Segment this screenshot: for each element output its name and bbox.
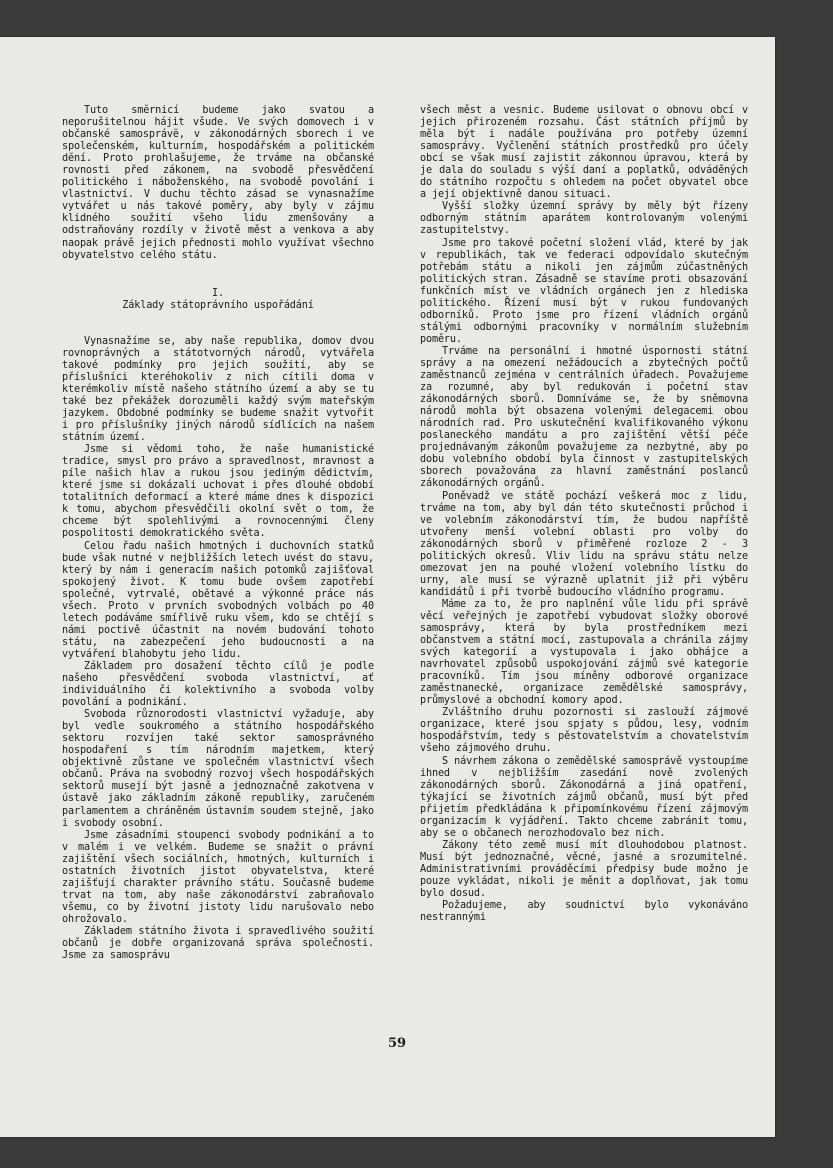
page-number: 59 [388,1036,407,1051]
paragraph: Jsme pro takové početní složení vlád, které by jak v republikách, tak ve federaci odpovídalo skutečným potřebám státu a nikoli jen zájmům zúčastněných politických stran. Zásadně se stavíme proti obsazování funkčních míst ve vládních orgánech jen z hlediska politického. Řízení musí být v rukou fundovaných odborníků. Proto jsme pro řízení vládních orgánů stálými odbornými pracovníky v normálním služebním poměru. [420,237,748,345]
paragraph: Trváme na personální i hmotné úspornosti státní správy a na omezení nežádoucích a zbytečných počtů zaměstnanců zejména v centrálních úřadech. Považujeme za rozumné, aby byl redukován i početní stav zákonodárných sborů. Domníváme se, že by sněmovna národů mohla být obsazena volenými delegacemi obou národních rad. Pro uskutečnění kvalifikovaného výkonu poslaneckého mandátu a pro zajištění větší péče projednávaným zákonům považujeme za nezbytné, aby po dobu volebního období byla činnost v zastupitelských sborech považována za hlavní zaměstnání poslanců zákonodárných orgánů. [420,345,748,490]
document-page [0,37,775,1137]
left-column [62,105,374,962]
paragraph: Zákony této země musí mít dlouhodobou platnost. Musí být jednoznačné, věcné, jasné a srozumitelné. Administrativními prováděcími předpisy bude možno je pouze vykládat, nikoli je měnit a doplňovat, jak tomu bylo dosud. [420,839,748,900]
paragraph: Základem pro dosažení těchto cílů je podle našeho přesvědčení svoboda vlastnictví, ať individuálního či kolektivního a svoboda volby povolání a podnikání. [62,660,374,709]
paragraph: Jsme si vědomi toho, že naše humanistické tradice, smysl pro právo a spravedlnost, mravnost a píle našich hlav a rukou jsou jediným dědictvím, které jsme si dokázali uchovat i přes dlouhé období totalitních deformací a které máme dnes k dispozici k tomu, abychom přesvědčili okolní svět o tom, že chceme být spolehlivými a rovnocennými členy pospolitosti demokratického světa. [62,444,374,540]
section-number: I. [212,287,224,299]
section-heading [62,288,374,312]
paragraph: Svoboda různorodosti vlastnictví vyžaduje, aby byl vedle soukromého a státního hospodářského sektoru rozvíjen také sektor samosprávného hospodaření s tím národním majetkem, který objektivně zůstane ve společném vlastnictví všech občanů. Práva na svobodný rozvoj všech hospodářských sektorů musejí být jasně a jednoznačně zakotvena v ústavě jako základním zákoně republiky, zaručeném parlamentem a chráněném ústavním soudem stejně, jako i svobody osobní. [62,709,374,829]
intro-paragraph: Tuto smĕrnicí budeme jako svatou a neporušitelnou hájit všude. Ve svých domovech i v občanské samosprávĕ, v zákonodárných sborech i ve společenském, kulturním, hospodářském a politickém dĕní. Proto prohlašujeme, že trváme na občanské rovnosti před zákonem, na svobodě přesvědčení politického i náboženského, na svobodě povolání i vlastnictví. V duchu těchto zásad se vynasnažíme vytvářet u nás takové poměry, aby byly v zájmu klidného soužití všeho lidu zmenšovány a odstraňovány rozdíly v životě měst a venkova a aby naopak právě jejich přednosti mohlo využívat všechno obyvatelstvo celého státu. [62,105,374,261]
paragraph: Celou řadu našich hmotných i duchovních statků bude však nutné v nejbližších letech uvést do stavu, který by nám i generacím našich potomků zajišťoval spokojený život. K tomu bude ovšem zapotřebí společné, vytrvalé, obětavé a výkonné práce nás všech. Proto v prvních svobodných volbách po 40 letech podáváme smířlivě ruku všem, kdo se chtějí s námi poctivě účastnit na novém budování tohoto státu, na zabezpečení jeho budoucnosti a na vytváření blahobytu jeho lidu. [62,540,374,660]
paragraph: všech měst a vesnic. Budeme usilovat o obnovu obcí v jejich přirozeném rozsahu. Část státních příjmů by měla být i nadále používána pro potřeby územní samosprávy. Vyčlenění státních prostředků pro účely obcí se však musí zajistit zákonnou úpravou, která by je dala do souladu s výší daní a poplatků, odváděných do státního rozpočtu s ohledem na počet obyvatel obce a její objektivně danou situaci. [420,105,748,201]
paragraph: Jsme zásadními stoupenci svobody podnikání a to v malém i ve velkém. Budeme se snažit o právní zajištění všech sociálních, hmotných, kulturních i ostatních životních jistot obyvatelstva, které zajišťují charakter právního státu. Současně budeme trvat na tom, aby naše zákonodárství zabraňovalo všemu, co by životní jistoty lidu narušovalo nebo ohrožovalo. [62,829,374,925]
right-column [420,105,748,924]
paragraph: Zvláštního druhu pozornosti si zaslouží zájmové organizace, které jsou spjaty s půdou, lesy, vodním hospodářstvím, tedy s pěstovatelstvím a chovatelstvím všeho zájmového druhu. [420,707,748,755]
section-title: Základy státoprávního uspořádání [122,299,314,311]
paragraph: Máme za to, že pro naplnění vůle lidu při správě věcí veřejných je zapotřebí vybudovat složky oborové samosprávy, která by byla prostředníkem mezi občanstvem a státní mocí, zastupovala a chránila zájmy svých kategorií a vystupovala i jako obhájce a navrhovatel způsobů uspokojování zájmů své kategorie pracovníků. Tím jsou míněny odborové organizace zaměstnanecké, organizace zemědělské samosprávy, průmyslové a obchodní komory apod. [420,598,748,707]
paragraph: Požadujeme, aby soudnictví bylo vykonáváno nestrannými [420,900,748,924]
paragraph: Poněvadž ve státě pochází veškerá moc z lidu, trváme na tom, aby byl dán této skutečnosti průchod i ve volebním zákonodárství tím, že budou napříště utvořeny menší volební oblasti pro volby do zákonodárných sborů v přiměřené rozloze 2 - 3 politických okresů. Vliv lidu na správu státu nelze omezovat jen na pouhé vložení volebního lístku do urny, ale musí se výrazně uplatnit již při výběru kandidátů i při tvorbě budoucího vládního programu. [420,490,748,598]
paragraph: S návrhem zákona o zemědělské samosprávě vystoupíme ihned v nejbližším zasedání nově zvolených zákonodárných sborů. Zákonodárná a jiná opatření, týkající se životních zájmů občanů, musí být před přijetím předkládána k připomínkovému řízení zájmovým organizacím k vyjádření. Takto chceme zabránit tomu, aby se o občanech nerozhodovalo bez nich. [420,755,748,839]
paragraph: Vyšší složky územní správy by měly být řízeny odborným státním aparátem kontrolovaným volenými zastupitelstvy. [420,201,748,237]
paragraph: Základem státního života i spravedlivého soužití občanů je dobře organizovaná správa společnosti. Jsme za samosprávu [62,926,374,962]
paragraph: Vynasnažíme se, aby naše republika, domov dvou rovnoprávných a státotvorných národů, vytvářela takové podmínky pro jejich soužití, aby se příslušníci kteréhokoliv z nich cítili doma v kterémkoliv místě našeho státního území a aby se tu také bez překážek dorozuměli každý svým mateřským jazykem. Obdobné podmínky se budeme snažit vytvořit i pro příslušníky jiných národů sídlících na našem státním území. [62,335,374,444]
